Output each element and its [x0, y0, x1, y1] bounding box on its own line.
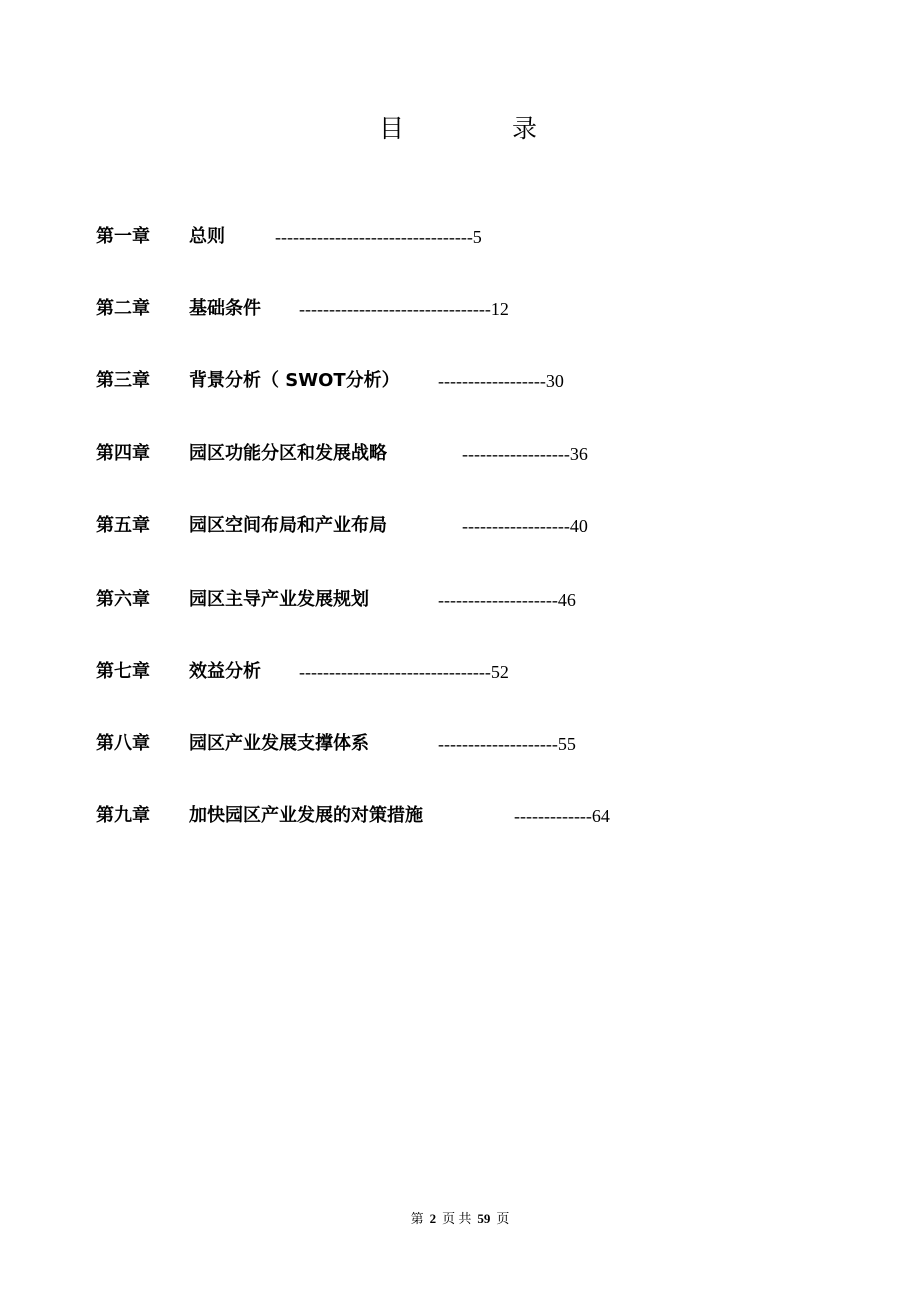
footer-total-pages: 59 — [477, 1211, 491, 1226]
chapter-title: 总则 — [189, 226, 225, 247]
chapter-title: 园区产业发展支撑体系 — [189, 733, 369, 754]
page-leader: -------------64 — [514, 806, 610, 826]
chapter-number: 第一章 — [96, 226, 150, 247]
page-title: 目 录 — [379, 114, 587, 143]
page-leader: --------------------46 — [438, 590, 576, 610]
chapter-number: 第九章 — [96, 805, 150, 826]
page-leader: ------------------36 — [462, 444, 588, 464]
chapter-title: 加快园区产业发展的对策措施 — [189, 805, 423, 826]
footer-middle: 页 共 — [442, 1211, 472, 1226]
chapter-number: 第五章 — [96, 515, 150, 536]
chapter-number: 第八章 — [96, 733, 150, 754]
page-leader: ---------------------------------5 — [275, 227, 482, 247]
chapter-title: 园区功能分区和发展战略 — [189, 443, 387, 464]
chapter-number: 第二章 — [96, 298, 150, 319]
chapter-title: 园区空间布局和产业布局 — [189, 515, 387, 536]
page-leader: --------------------55 — [438, 734, 576, 754]
page-leader: --------------------------------12 — [299, 299, 509, 319]
chapter-number: 第三章 — [96, 370, 150, 391]
footer-page-number: 2 — [429, 1211, 437, 1226]
page-leader: --------------------------------52 — [299, 662, 509, 682]
footer-suffix: 页 — [496, 1211, 510, 1226]
page-footer — [0, 1209, 920, 1229]
chapter-title: 效益分析 — [189, 661, 261, 682]
chapter-number: 第六章 — [96, 589, 150, 610]
chapter-title: 背景分析（ SWOT分析） — [189, 370, 400, 391]
page-leader: ------------------40 — [462, 516, 588, 536]
chapter-number: 第四章 — [96, 443, 150, 464]
chapter-number: 第七章 — [96, 661, 150, 682]
chapter-title: 基础条件 — [189, 298, 261, 319]
chapter-title: 园区主导产业发展规划 — [189, 589, 369, 610]
footer-prefix: 第 — [410, 1211, 424, 1226]
page-leader: ------------------30 — [438, 371, 564, 391]
